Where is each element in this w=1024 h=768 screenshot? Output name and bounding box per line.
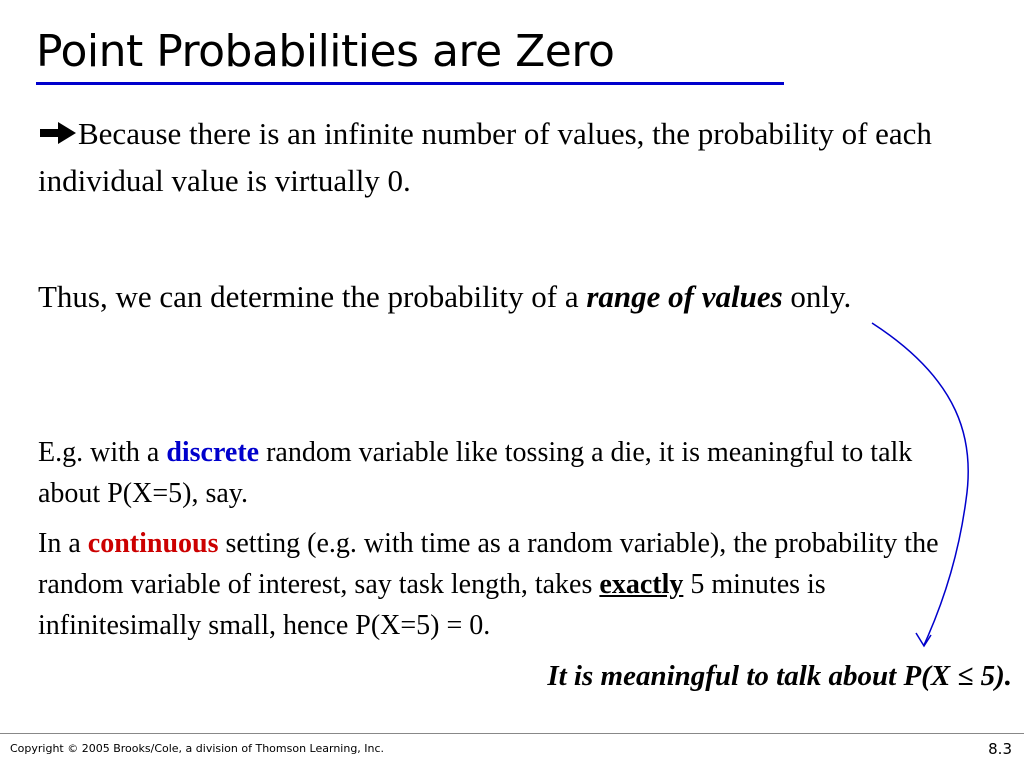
paragraph-text: E.g. with a xyxy=(38,437,167,468)
paragraph-text: In a xyxy=(38,528,88,559)
paragraph-text: only. xyxy=(782,279,852,314)
slide-title: Point Probabilities are Zero xyxy=(36,26,615,77)
range-of-values-emphasis: range of values xyxy=(586,279,783,314)
title-underline xyxy=(36,82,784,85)
paragraph-text: Thus, we can determine the probability of a xyxy=(38,279,587,314)
discrete-keyword: discrete xyxy=(166,437,260,468)
paragraph-text: random variable like tossing a die, it is meaningful to talk about P(X=5), say. xyxy=(38,437,913,509)
continuous-keyword: continuous xyxy=(87,528,219,559)
paragraph-infinite-values xyxy=(38,110,938,204)
page-number: 8.3 xyxy=(988,740,1012,758)
right-arrow-icon xyxy=(38,112,78,138)
paragraph-text: Because there is an infinite number of values, the probability of each individual value is virtually 0. xyxy=(38,116,932,198)
footer-divider xyxy=(0,733,1024,734)
paragraph-text: 5 minutes is infinitesimally small, hence P(X=5) = 0. xyxy=(38,569,826,641)
conclusion-statement: It is meaningful to talk about P(X ≤ 5). xyxy=(547,660,1012,692)
paragraph-discrete-example xyxy=(38,432,958,514)
copyright-notice: Copyright © 2005 Brooks/Cole, a division of Thomson Learning, Inc. xyxy=(10,742,385,755)
paragraph-text: setting (e.g. with time as a random variable), the probability the random variable of interest, say task length, takes xyxy=(38,528,939,600)
paragraph-range-of-values xyxy=(38,273,1008,320)
exactly-keyword: exactly xyxy=(599,569,684,600)
paragraph-continuous-example xyxy=(38,523,978,646)
